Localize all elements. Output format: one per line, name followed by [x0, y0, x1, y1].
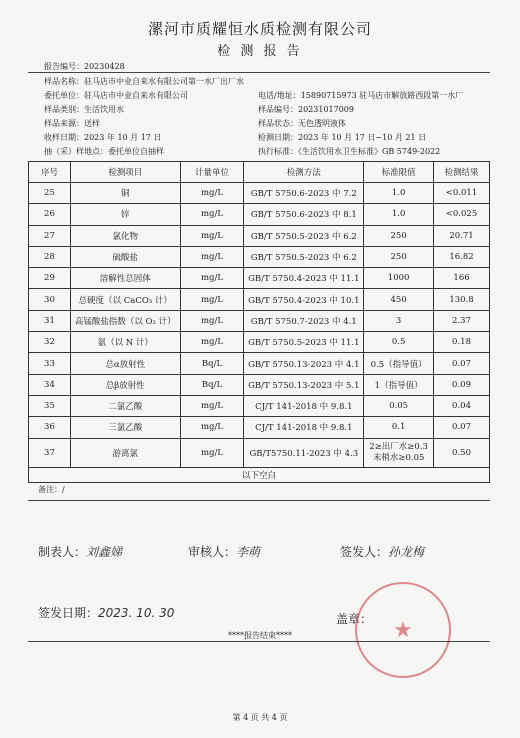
- cell-no: 29: [29, 268, 71, 289]
- sample-number: 样品编号：20231017009: [258, 105, 354, 114]
- table-row: [29, 268, 490, 289]
- table-header-row: [29, 162, 490, 183]
- table-row: [29, 204, 490, 225]
- test-date: 检测日期：2023 年 10 月 17 日~10 月 21 日: [258, 133, 427, 142]
- cell-item: 硫酸盐: [70, 246, 180, 267]
- cell-no: 26: [29, 204, 71, 225]
- issuer-signature: 签发人：孙龙梅: [340, 545, 425, 559]
- cell-no: 35: [29, 395, 71, 416]
- phone-address: 电话/地址：15890715973 驻马店市解放路西段第一水厂: [258, 91, 464, 100]
- cell-result: 166: [434, 268, 490, 289]
- compiler-signature: 制表人：刘鑫娣: [38, 545, 123, 559]
- client: 委托单位：驻马店市中业自来水有限公司: [44, 91, 188, 100]
- table-row: [29, 225, 490, 246]
- cell-item: 总α放射性: [70, 353, 180, 374]
- cell-limit: 1（指导值）: [364, 374, 434, 395]
- divider: [28, 72, 490, 73]
- cell-method: GB/T 5750.5-2023 中 11.1: [244, 332, 364, 353]
- cell-method: GB/T 5750.5-2023 中 6.2: [244, 225, 364, 246]
- divider: [28, 641, 490, 642]
- cell-item: 三氯乙酸: [70, 417, 180, 438]
- table-row: [29, 310, 490, 331]
- table-row: [29, 438, 490, 467]
- cell-result: 2.37: [434, 310, 490, 331]
- cell-result: 130.8: [434, 289, 490, 310]
- cell-no: 28: [29, 246, 71, 267]
- cell-no: 27: [29, 225, 71, 246]
- cell-unit: mg/L: [180, 268, 244, 289]
- results-table: [28, 161, 490, 483]
- cell-no: 30: [29, 289, 71, 310]
- cell-method: GB/T 5750.7-2023 中 4.1: [244, 310, 364, 331]
- company-title: 漯河市质耀恒水质检测有限公司: [147, 20, 372, 38]
- seal-label: 盖章：: [336, 612, 373, 626]
- cell-limit: 1.0: [364, 183, 434, 204]
- cell-result: <0.011: [434, 183, 490, 204]
- cell-item: 氨（以 N 计）: [70, 332, 180, 353]
- cell-limit: 0.05: [364, 395, 434, 416]
- table-row: [29, 353, 490, 374]
- executed-standard: 执行标准：《生活饮用水卫生标准》GB 5749-2022: [258, 147, 441, 156]
- cell-method: GB/T 5750.6-2023 中 7.2: [244, 183, 364, 204]
- header-item: 检测项目: [70, 162, 180, 183]
- header-no: 序号: [29, 162, 71, 183]
- divider: [28, 500, 490, 501]
- cell-unit: mg/L: [180, 395, 244, 416]
- cell-item: 锌: [70, 204, 180, 225]
- report-number: 报告编号：20230428: [44, 62, 125, 71]
- cell-result: 16.82: [434, 246, 490, 267]
- cell-limit: 0.5（指导值）: [364, 353, 434, 374]
- issue-date: 签发日期：2023. 10. 30: [38, 606, 175, 620]
- cell-limit: 0.1: [364, 417, 434, 438]
- table-footer-row: [29, 467, 490, 482]
- cell-unit: mg/L: [180, 438, 244, 467]
- page-number: 第 4 页 共 4 页: [232, 713, 288, 722]
- cell-item: 二氯乙酸: [70, 395, 180, 416]
- cell-item: 总β放射性: [70, 374, 180, 395]
- cell-item: 铜: [70, 183, 180, 204]
- cell-limit: 250: [364, 246, 434, 267]
- cell-no: 34: [29, 374, 71, 395]
- cell-no: 37: [29, 438, 71, 467]
- header-result: 检测结果: [434, 162, 490, 183]
- report-title: 检 测 报 告: [217, 44, 303, 59]
- cell-no: 31: [29, 310, 71, 331]
- cell-no: 25: [29, 183, 71, 204]
- table-row: [29, 374, 490, 395]
- cell-unit: mg/L: [180, 332, 244, 353]
- cell-method: GB/T 5750.4-2023 中 10.1: [244, 289, 364, 310]
- table-row: [29, 246, 490, 267]
- cell-unit: mg/L: [180, 417, 244, 438]
- received-date: 收样日期：2023 年 10 月 17 日: [44, 133, 162, 142]
- cell-result: 0.50: [434, 438, 490, 467]
- sample-source: 样品来源：送样: [44, 119, 100, 128]
- reviewer-signature: 审核人：李萌: [188, 545, 261, 559]
- table-row: [29, 395, 490, 416]
- cell-no: 32: [29, 332, 71, 353]
- cell-result: 0.04: [434, 395, 490, 416]
- cell-limit: 250: [364, 225, 434, 246]
- cell-method: GB/T5750.11-2023 中 4.3: [244, 438, 364, 467]
- cell-item: 氯化物: [70, 225, 180, 246]
- cell-unit: Bq/L: [180, 353, 244, 374]
- cell-no: 36: [29, 417, 71, 438]
- header-limit: 标准限值: [364, 162, 434, 183]
- cell-result: 0.07: [434, 353, 490, 374]
- sample-name: 样品名称：驻马店市中业自来水有限公司第一水厂出厂水: [44, 77, 244, 86]
- company-seal-icon: ★: [355, 582, 451, 678]
- blank-below-note: 以下空白: [29, 467, 490, 482]
- cell-item: 溶解性总固体: [70, 268, 180, 289]
- cell-result: 0.07: [434, 417, 490, 438]
- sampling-location: 抽（采）样地点：委托单位自抽样: [44, 147, 164, 156]
- cell-method: CJ/T 141-2018 中 9.8.1: [244, 395, 364, 416]
- cell-method: GB/T 5750.5-2023 中 6.2: [244, 246, 364, 267]
- cell-unit: mg/L: [180, 289, 244, 310]
- cell-unit: mg/L: [180, 183, 244, 204]
- cell-result: 0.09: [434, 374, 490, 395]
- cell-limit: 1.0: [364, 204, 434, 225]
- cell-method: GB/T 5750.13-2023 中 5.1: [244, 374, 364, 395]
- table-row: [29, 183, 490, 204]
- cell-method: GB/T 5750.4-2023 中 11.1: [244, 268, 364, 289]
- cell-result: 20.71: [434, 225, 490, 246]
- cell-unit: mg/L: [180, 246, 244, 267]
- cell-item: 总硬度（以 CaCO₃ 计）: [70, 289, 180, 310]
- cell-limit: 2≥出厂水≥0.3 末梢水≥0.05: [364, 438, 434, 467]
- remarks: 备注：/: [38, 485, 65, 494]
- cell-unit: mg/L: [180, 310, 244, 331]
- cell-limit: 0.5: [364, 332, 434, 353]
- cell-item: 高锰酸盐指数（以 O₂ 计）: [70, 310, 180, 331]
- cell-item: 游离氯: [70, 438, 180, 467]
- cell-result: 0.18: [434, 332, 490, 353]
- table-row: [29, 289, 490, 310]
- header-unit: 计量单位: [180, 162, 244, 183]
- cell-method: GB/T 5750.6-2023 中 8.1: [244, 204, 364, 225]
- header-method: 检测方法: [244, 162, 364, 183]
- table-row: [29, 332, 490, 353]
- sample-category: 样品类别：生活饮用水: [44, 105, 124, 114]
- cell-limit: 1000: [364, 268, 434, 289]
- cell-unit: mg/L: [180, 204, 244, 225]
- report-end-note: ****报告结束****: [228, 631, 292, 640]
- cell-method: CJ/T 141-2018 中 9.8.1: [244, 417, 364, 438]
- cell-unit: Bq/L: [180, 374, 244, 395]
- cell-limit: 450: [364, 289, 434, 310]
- cell-no: 33: [29, 353, 71, 374]
- cell-unit: mg/L: [180, 225, 244, 246]
- cell-limit: 3: [364, 310, 434, 331]
- table-row: [29, 417, 490, 438]
- sample-state: 样品状态：无色透明液体: [258, 119, 346, 128]
- cell-result: <0.025: [434, 204, 490, 225]
- cell-method: GB/T 5750.13-2023 中 4.1: [244, 353, 364, 374]
